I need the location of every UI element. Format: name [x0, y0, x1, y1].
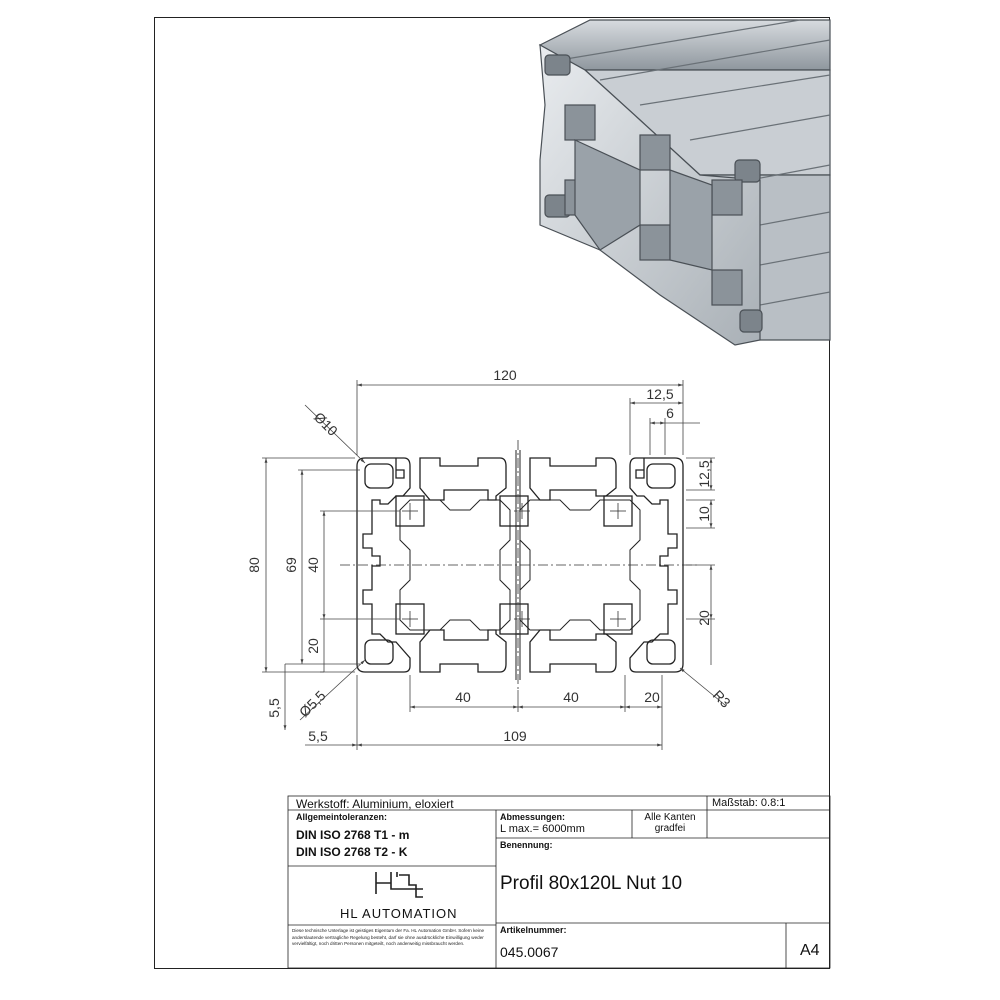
logo-text: HL AUTOMATION [340, 906, 458, 921]
dimensions-label: Abmessungen: [500, 812, 566, 822]
dim-slot-width: 6 [666, 405, 674, 421]
dim-right-125: 12,5 [696, 460, 712, 488]
dim-offset-55: 5,5 [266, 698, 282, 718]
legal-notice: Diese technische Unterlage ist geistiges Eigentum der Fa. HL Automation GmbH. Sofern keine anderslautende vertragliche Regelung besteht, darf sie ohne ausdrückliche Einwilligung weder vervielfältigt, noch dritten Personen mitgeteilt, noch anderweitig missbraucht werden. [292, 928, 485, 946]
material-text: Werkstoff: Aluminium, eloxiert [296, 797, 454, 811]
tolerance-1: DIN ISO 2768 T1 - m [296, 828, 410, 842]
dim-right-20: 20 [696, 610, 712, 626]
profile-3d-render [540, 20, 830, 345]
dim-height-40: 40 [305, 557, 321, 573]
dim-pitch-right: 40 [563, 689, 579, 705]
dim-dia-small: Ø5,5 [295, 687, 329, 721]
sheet-format: A4 [800, 942, 820, 959]
profile-name: Profil 80x120L Nut 10 [500, 873, 683, 894]
dim-bottom-55: 5,5 [308, 728, 328, 744]
dim-slot-pitch: 12,5 [646, 386, 674, 402]
scale-text: Maßstab: 0.8:1 [712, 797, 786, 809]
tolerances-label: Allgemeintoleranzen: [296, 812, 388, 822]
dim-height-69: 69 [283, 557, 299, 573]
name-label: Benennung: [500, 840, 553, 850]
tolerance-2: DIN ISO 2768 T2 - K [296, 845, 408, 859]
dim-bottom-109: 109 [503, 728, 527, 744]
dim-height-total: 80 [246, 557, 262, 573]
dim-pitch-left: 40 [455, 689, 471, 705]
dimensions-value: L max.= 6000mm [500, 823, 585, 835]
article-label: Artikelnummer: [500, 925, 567, 935]
hl-logo-icon [376, 872, 423, 897]
dim-height-20: 20 [305, 638, 321, 654]
edges-note: Alle Kanten gradfei [644, 812, 696, 834]
dim-pitch-edge: 20 [644, 689, 660, 705]
dim-right-10: 10 [696, 506, 712, 522]
dim-dia-top: Ø10 [310, 408, 341, 439]
article-number: 045.0067 [500, 944, 559, 960]
dim-radius: R3 [709, 686, 734, 711]
dim-width-total: 120 [493, 367, 517, 383]
